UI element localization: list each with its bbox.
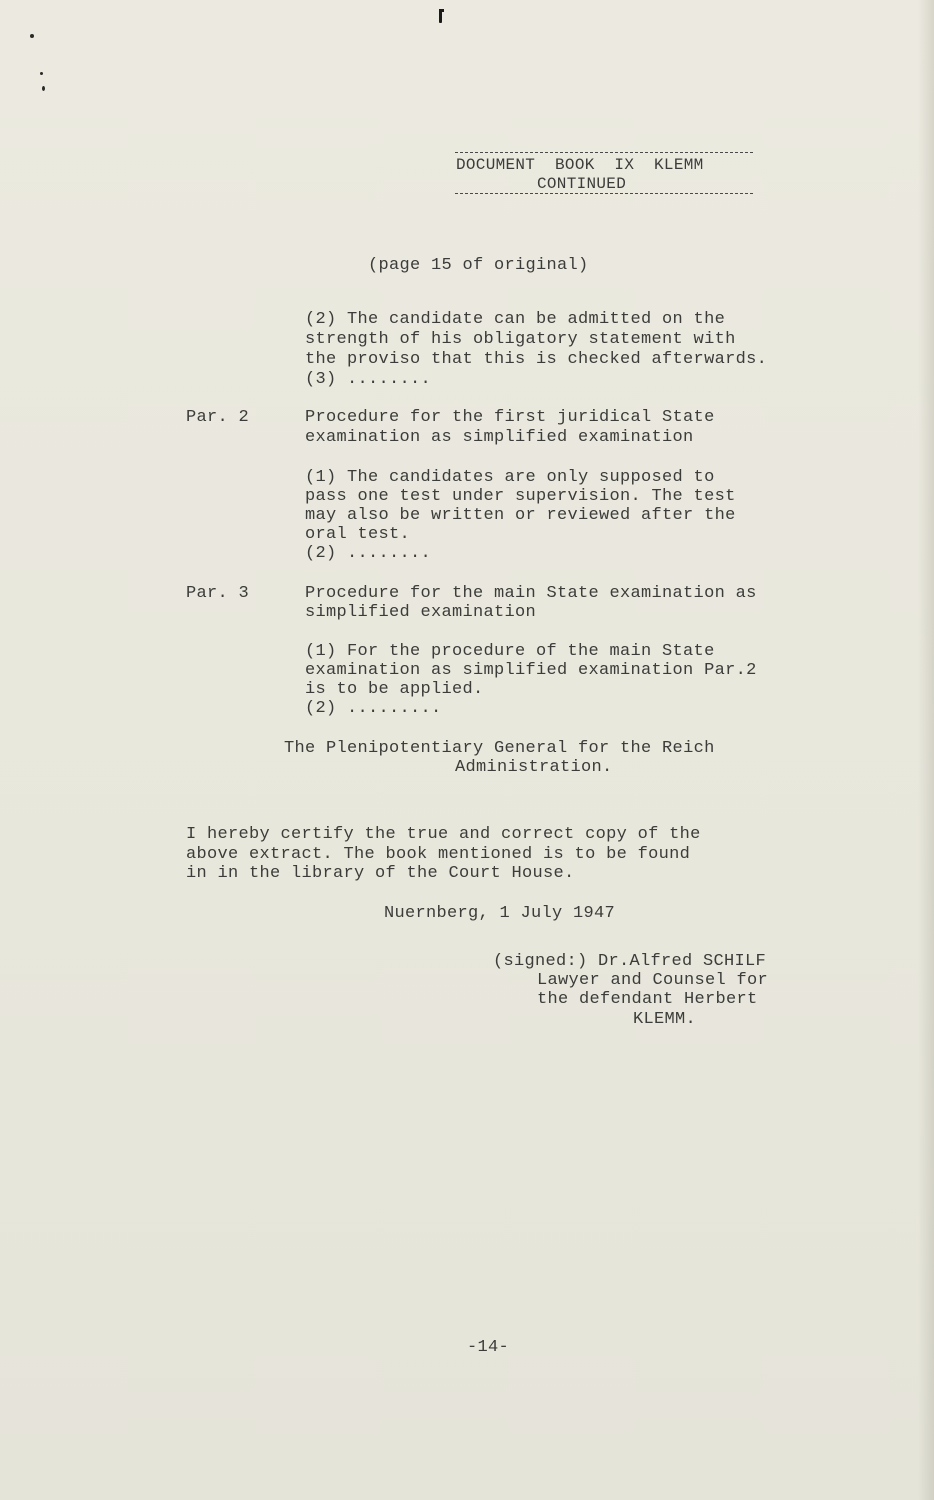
place-and-date: Nuernberg, 1 July 1947	[384, 904, 616, 923]
margin-mark	[30, 34, 34, 38]
document-header-title: DOCUMENT BOOK IX KLEMM	[456, 156, 704, 174]
signature-line: KLEMM.	[633, 1010, 697, 1029]
par2-body-line: pass one test under supervision. The test	[305, 487, 736, 506]
par2-body-line: oral test.	[305, 525, 411, 544]
authority-line: The Plenipotentiary General for the Reich	[284, 739, 715, 758]
page-number: -14-	[467, 1338, 510, 1357]
authority-line: Administration.	[455, 758, 613, 777]
header-top-rule	[455, 152, 753, 153]
page-edge-shadow	[918, 0, 934, 1500]
par2-body-line: may also be written or reviewed after the	[305, 506, 736, 525]
par2-body-line: (1) The candidates are only supposed to	[305, 468, 715, 487]
par3-label: Par. 3	[186, 584, 250, 603]
margin-mark	[40, 72, 43, 75]
section1-line: strength of his obligatory statement with	[305, 330, 736, 349]
par2-body-line: (2) ........	[305, 544, 432, 563]
par2-label: Par. 2	[186, 408, 250, 427]
header-bottom-rule	[455, 193, 753, 194]
signature-line: the defendant Herbert	[537, 990, 758, 1009]
section1-line: the proviso that this is checked afterwards.	[305, 350, 768, 369]
staple-mark	[439, 9, 442, 23]
certification-line: I hereby certify the true and correct copy of the	[186, 825, 701, 844]
original-page-reference: (page 15 of original)	[368, 256, 589, 275]
certification-line: above extract. The book mentioned is to be found	[186, 845, 691, 864]
par3-body-line: examination as simplified examination Par.2	[305, 661, 757, 680]
margin-mark	[42, 86, 45, 91]
par3-body-line: (1) For the procedure of the main State	[305, 642, 715, 661]
par3-title-line: simplified examination	[305, 603, 537, 622]
par3-body-line: (2) .........	[305, 699, 442, 718]
document-header-continued: CONTINUED	[537, 175, 627, 193]
section1-line: (3) ........	[305, 370, 432, 389]
signature-line: (signed:) Dr.Alfred SCHILF	[493, 952, 767, 971]
par3-title-line: Procedure for the main State examination as	[305, 584, 757, 603]
par2-title-line: Procedure for the first juridical State	[305, 408, 715, 427]
par3-body-line: is to be applied.	[305, 680, 484, 699]
section1-line: (2) The candidate can be admitted on the	[305, 310, 726, 329]
signature-line: Lawyer and Counsel for	[537, 971, 769, 990]
certification-line: in in the library of the Court House.	[186, 864, 575, 883]
par2-title-line: examination as simplified examination	[305, 428, 694, 447]
